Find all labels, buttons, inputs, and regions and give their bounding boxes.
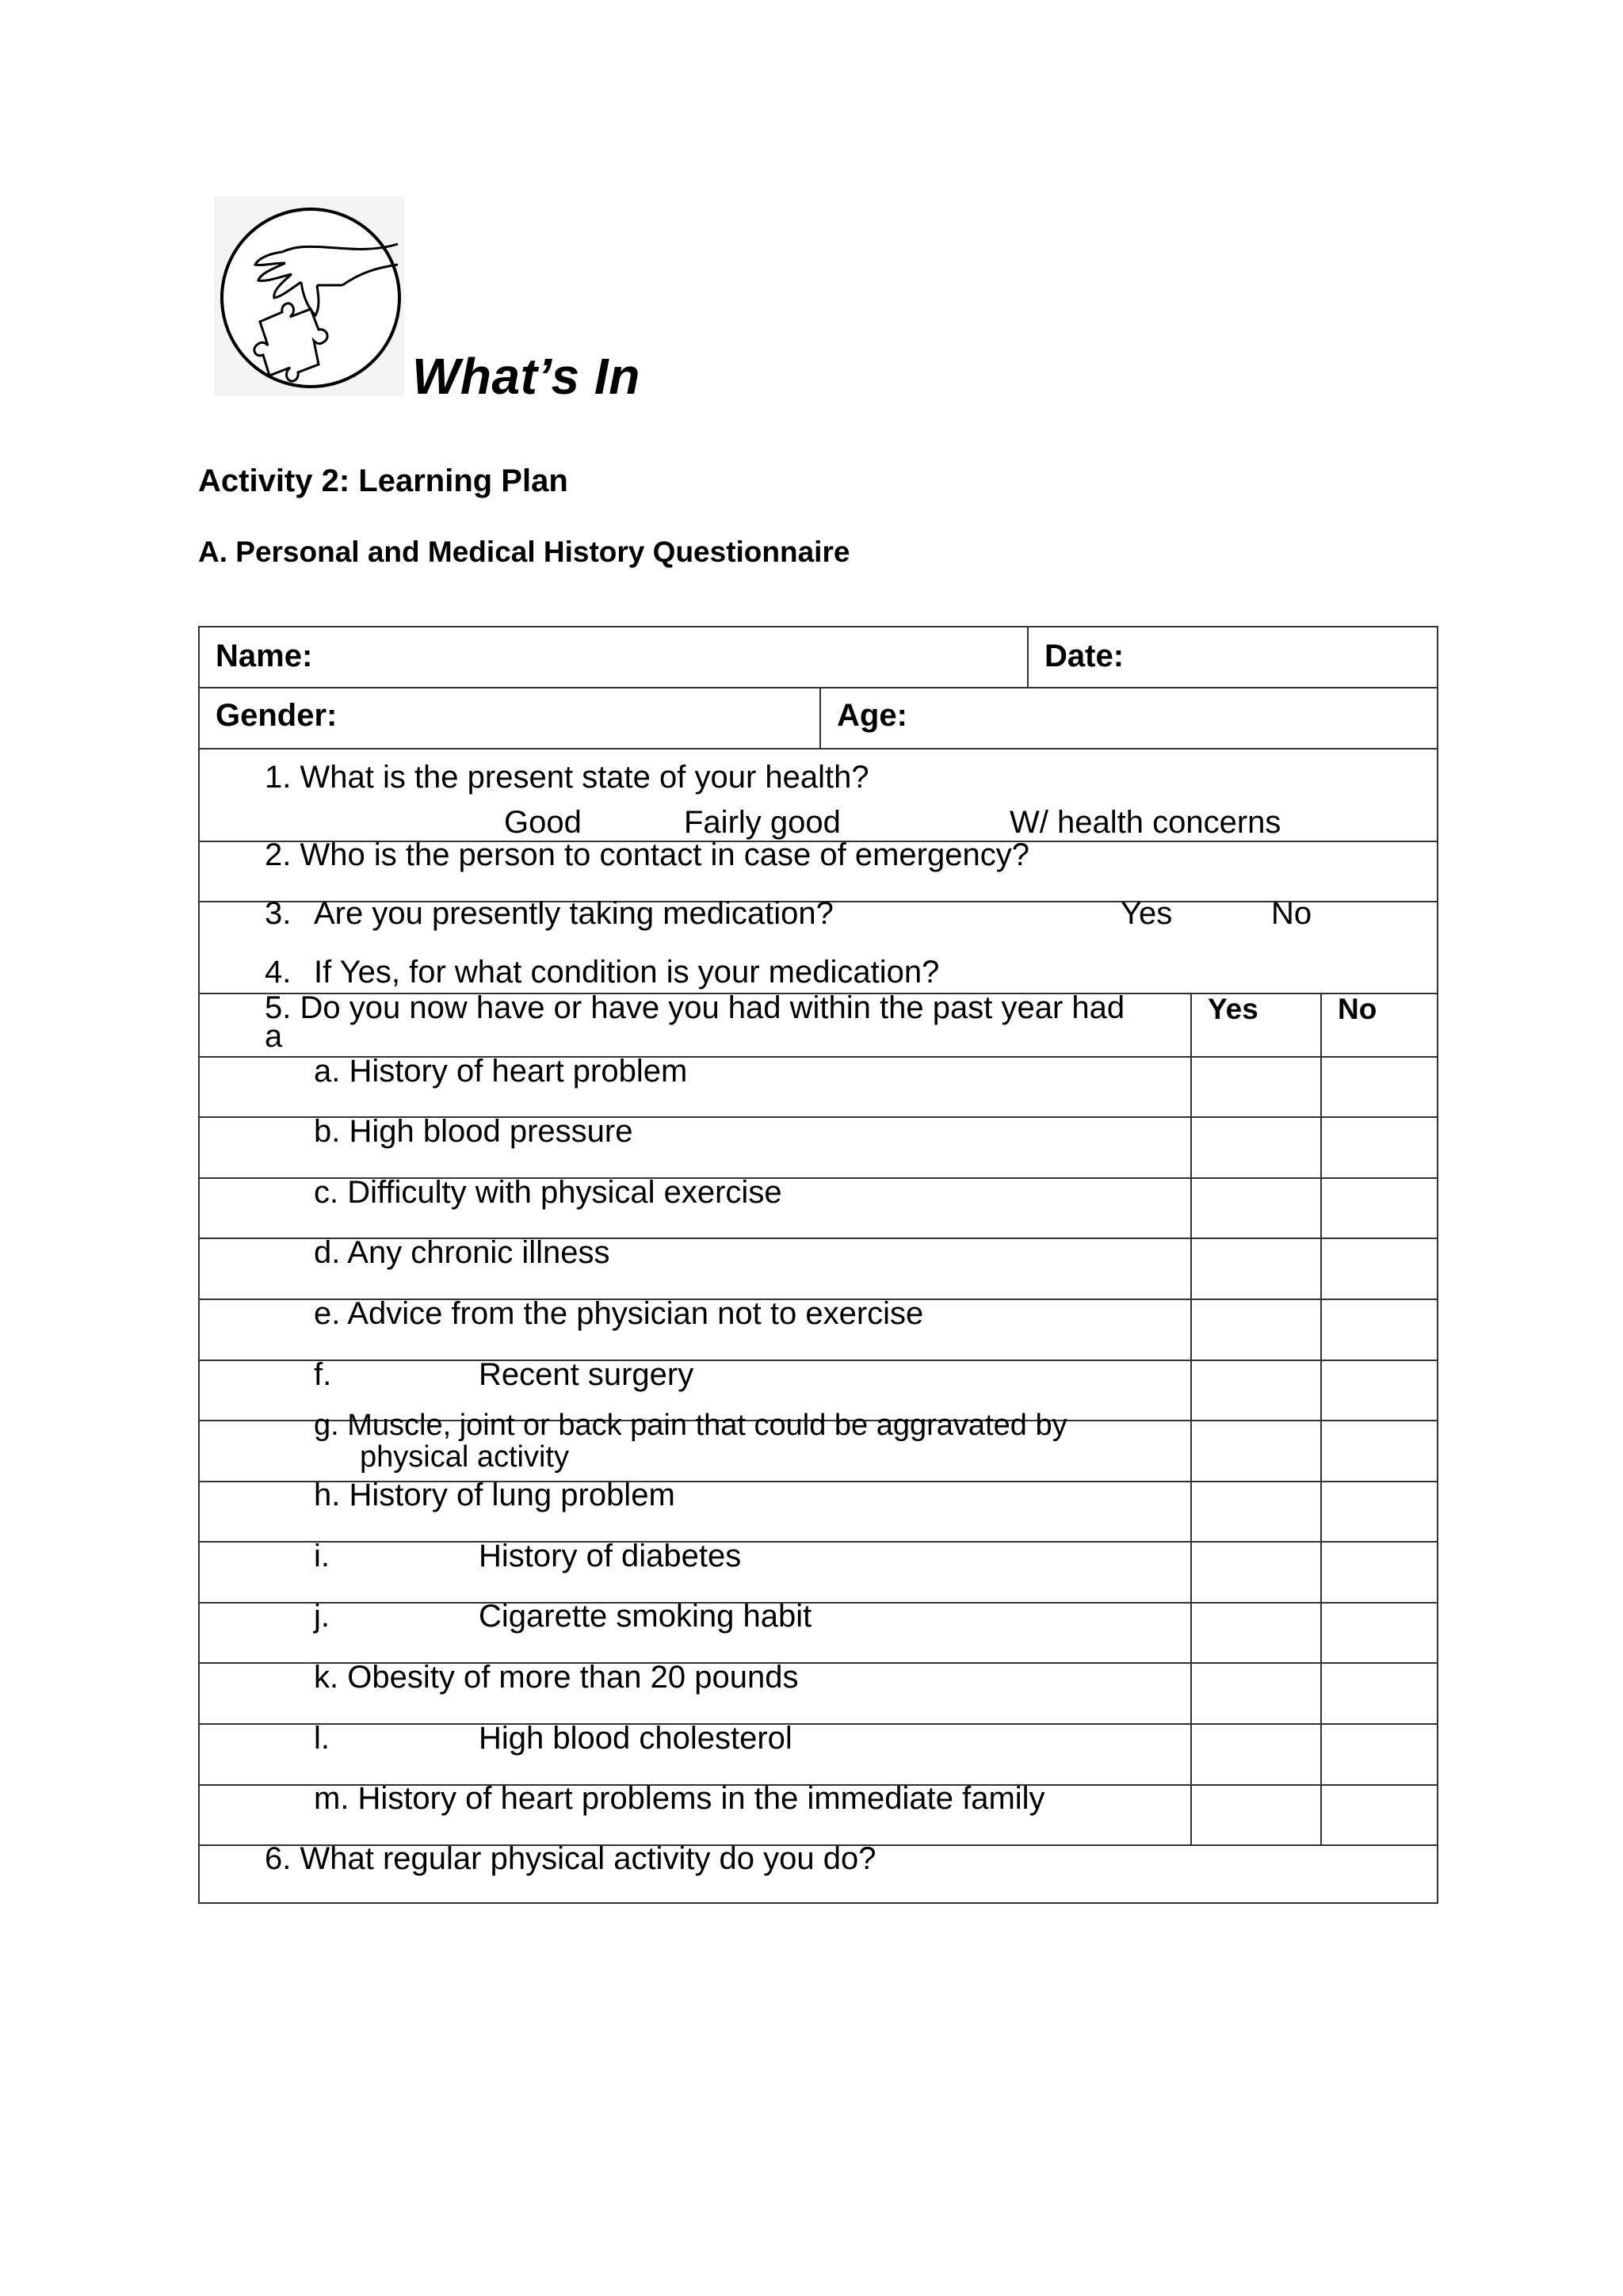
item-letter-j: j. bbox=[314, 1599, 330, 1634]
item-smoking-habit: Cigarette smoking habit bbox=[479, 1599, 812, 1634]
row-divider bbox=[200, 1541, 1437, 1543]
column-divider bbox=[1190, 993, 1192, 1844]
row-divider bbox=[200, 1723, 1437, 1725]
row-divider bbox=[200, 748, 1437, 749]
item-letter-i: i. bbox=[314, 1539, 330, 1573]
item-muscle-joint-pain: g. Muscle, joint or back pain that could be aggravated by bbox=[314, 1409, 1067, 1442]
item-physician-advice: e. Advice from the physician not to exercise bbox=[314, 1296, 924, 1331]
question-6: 6. What regular physical activity do you do? bbox=[265, 1841, 876, 1876]
question-5-continued: a bbox=[265, 1019, 283, 1054]
item-lung-problem: h. History of lung problem bbox=[314, 1478, 675, 1512]
question-5: 5. Do you now have or have you had within the past year had bbox=[265, 990, 1125, 1025]
name-field-label: Name: bbox=[216, 639, 313, 673]
question-2: 2. Who is the person to contact in case of emergency? bbox=[265, 837, 1029, 872]
option-good: Good bbox=[504, 805, 582, 840]
column-divider bbox=[1320, 993, 1322, 1844]
questionnaire-form bbox=[198, 626, 1438, 1904]
column-divider bbox=[819, 687, 821, 748]
item-diabetes: History of diabetes bbox=[479, 1539, 742, 1573]
date-field-label: Date: bbox=[1044, 639, 1125, 673]
activity-title: Activity 2: Learning Plan bbox=[198, 463, 568, 498]
item-heart-problem: a. History of heart problem bbox=[314, 1054, 688, 1089]
no-column-header: No bbox=[1338, 993, 1377, 1025]
question-3-yes: Yes bbox=[1121, 896, 1173, 931]
question-3: Are you presently taking medication? bbox=[314, 896, 834, 931]
section-title: What’s In bbox=[412, 348, 640, 405]
item-muscle-joint-pain-continued: physical activity bbox=[360, 1440, 569, 1474]
row-divider bbox=[200, 1602, 1437, 1604]
row-divider bbox=[200, 687, 1437, 688]
item-letter-f: f. bbox=[314, 1357, 332, 1392]
item-family-heart-history: m. History of heart problems in the immediate family bbox=[314, 1781, 1045, 1816]
questionnaire-title: A. Personal and Medical History Questionnaire bbox=[198, 536, 850, 568]
option-health-concerns: W/ health concerns bbox=[1010, 805, 1281, 840]
question-3-number: 3. bbox=[265, 896, 292, 931]
question-1: 1. What is the present state of your health? bbox=[265, 760, 869, 795]
age-field-label: Age: bbox=[837, 698, 907, 733]
item-exercise-difficulty: c. Difficulty with physical exercise bbox=[314, 1175, 782, 1210]
row-divider bbox=[200, 1360, 1437, 1361]
option-fairly-good: Fairly good bbox=[684, 805, 841, 840]
gender-field-label: Gender: bbox=[216, 698, 338, 733]
item-high-cholesterol: High blood cholesterol bbox=[479, 1721, 792, 1756]
question-3-no: No bbox=[1271, 896, 1312, 931]
item-recent-surgery: Recent surgery bbox=[479, 1357, 694, 1392]
item-obesity: k. Obesity of more than 20 pounds bbox=[314, 1660, 799, 1695]
item-letter-l: l. bbox=[314, 1721, 330, 1756]
column-divider bbox=[1027, 627, 1029, 687]
item-chronic-illness: d. Any chronic illness bbox=[314, 1235, 610, 1270]
yes-column-header: Yes bbox=[1208, 993, 1258, 1025]
item-high-blood-pressure: b. High blood pressure bbox=[314, 1114, 633, 1149]
question-4-number: 4. bbox=[265, 955, 292, 990]
question-4: If Yes, for what condition is your medication? bbox=[314, 955, 940, 990]
puzzle-hand-logo bbox=[214, 196, 404, 396]
